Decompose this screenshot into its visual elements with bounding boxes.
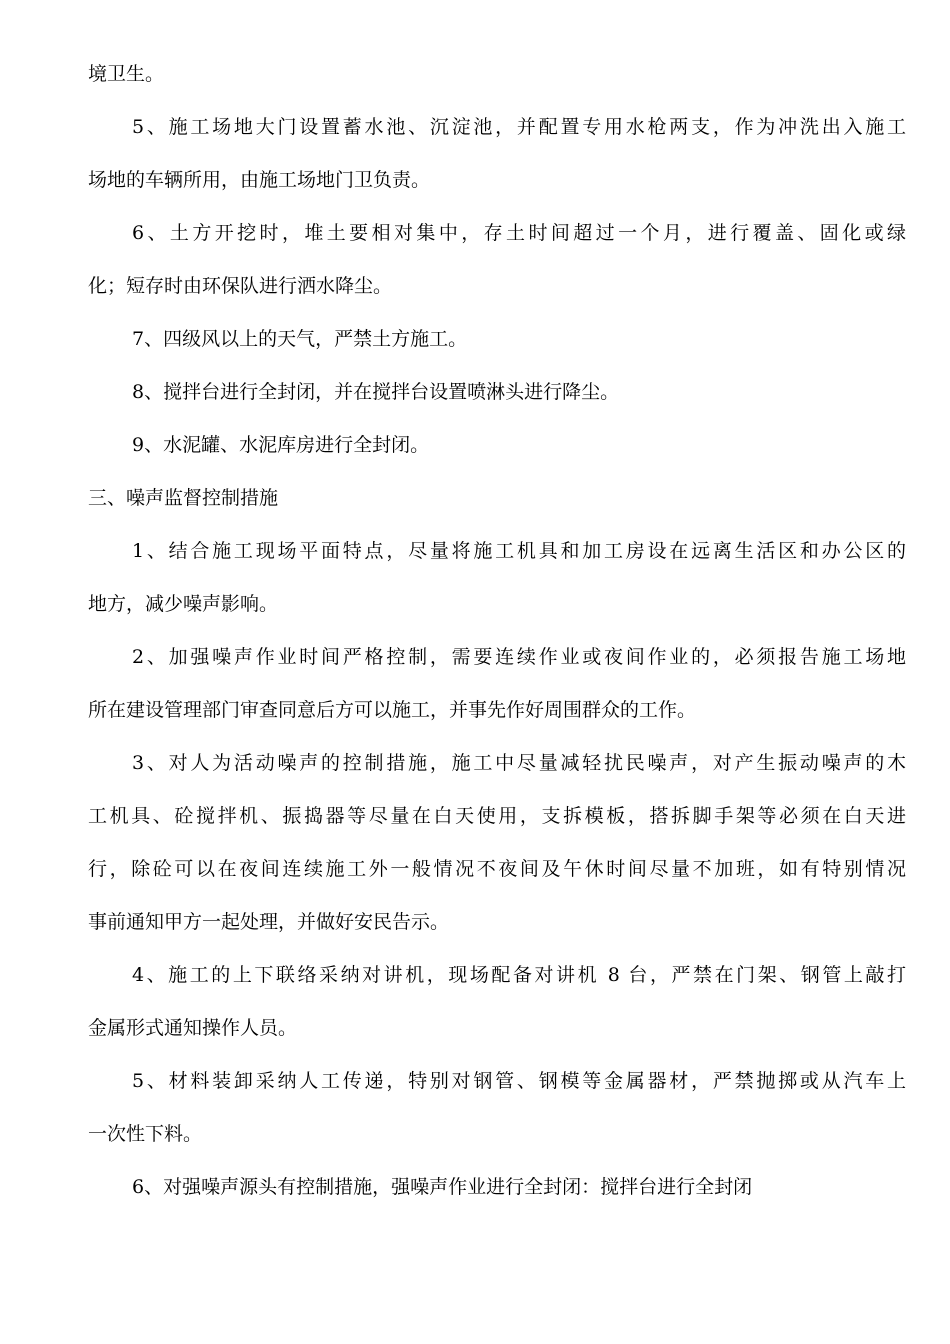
noise-item-1-line-1: 1、结合施工现场平面特点，尽量将施工机具和加工房设在远离生活区和办公区的: [132, 540, 906, 562]
noise-item-3-line-3: 行，除砼可以在夜间连续施工外一般情况不夜间及午休时间尽量不加班，如有特别情况: [88, 858, 906, 880]
item-7: 7、四级风以上的天气，严禁土方施工。: [132, 328, 468, 350]
item-9: 9、水泥罐、水泥库房进行全封闭。: [132, 434, 430, 456]
noise-item-2-line-1: 2、加强噪声作业时间严格控制，需要连续作业或夜间作业的，必须报告施工场地: [132, 646, 906, 668]
noise-item-2-line-2: 所在建设管理部门审查同意后方可以施工，并事先作好周围群众的工作。: [88, 699, 697, 721]
text-line-1: 境卫生。: [88, 63, 165, 85]
noise-item-5-line-1: 5、材料装卸采纳人工传递，特别对钢管、钢模等金属器材，严禁抛掷或从汽车上: [132, 1070, 906, 1092]
noise-item-3-line-4: 事前通知甲方一起处理，并做好安民告示。: [88, 911, 450, 933]
item-5-line-2: 场地的车辆所用，由施工场地门卫负责。: [88, 169, 431, 191]
item-6-line-1: 6、土方开挖时，堆土要相对集中，存土时间超过一个月，进行覆盖、固化或绿: [132, 222, 906, 244]
noise-item-4-line-1: 4、施工的上下联络采纳对讲机，现场配备对讲机 8 台，严禁在门架、钢管上敲打: [132, 964, 906, 986]
item-5-line-1: 5、施工场地大门设置蓄水池、沉淀池，并配置专用水枪两支，作为冲洗出入施工: [132, 116, 906, 138]
item-8: 8、搅拌台进行全封闭，并在搅拌台设置喷淋头进行降尘。: [132, 381, 620, 403]
noise-item-3-line-2: 工机具、砼搅拌机、振捣器等尽量在白天使用，支拆模板，搭拆脚手架等必须在白天进: [88, 805, 906, 827]
section-heading-noise-control: 三、噪声监督控制措施: [88, 487, 279, 509]
item-6-line-2: 化；短存时由环保队进行洒水降尘。: [88, 275, 393, 297]
noise-item-5-line-2: 一次性下料。: [88, 1123, 203, 1145]
noise-item-4-line-2: 金属形式通知操作人员。: [88, 1017, 298, 1039]
document-page: [88, 48, 906, 1214]
noise-item-3-line-1: 3、对人为活动噪声的控制措施，施工中尽量减轻扰民噪声，对产生振动噪声的木: [132, 752, 906, 774]
noise-item-6: 6、对强噪声源头有控制措施，强噪声作业进行全封闭：搅拌台进行全封闭: [132, 1176, 753, 1198]
noise-item-1-line-2: 地方，减少噪声影响。: [88, 593, 279, 615]
